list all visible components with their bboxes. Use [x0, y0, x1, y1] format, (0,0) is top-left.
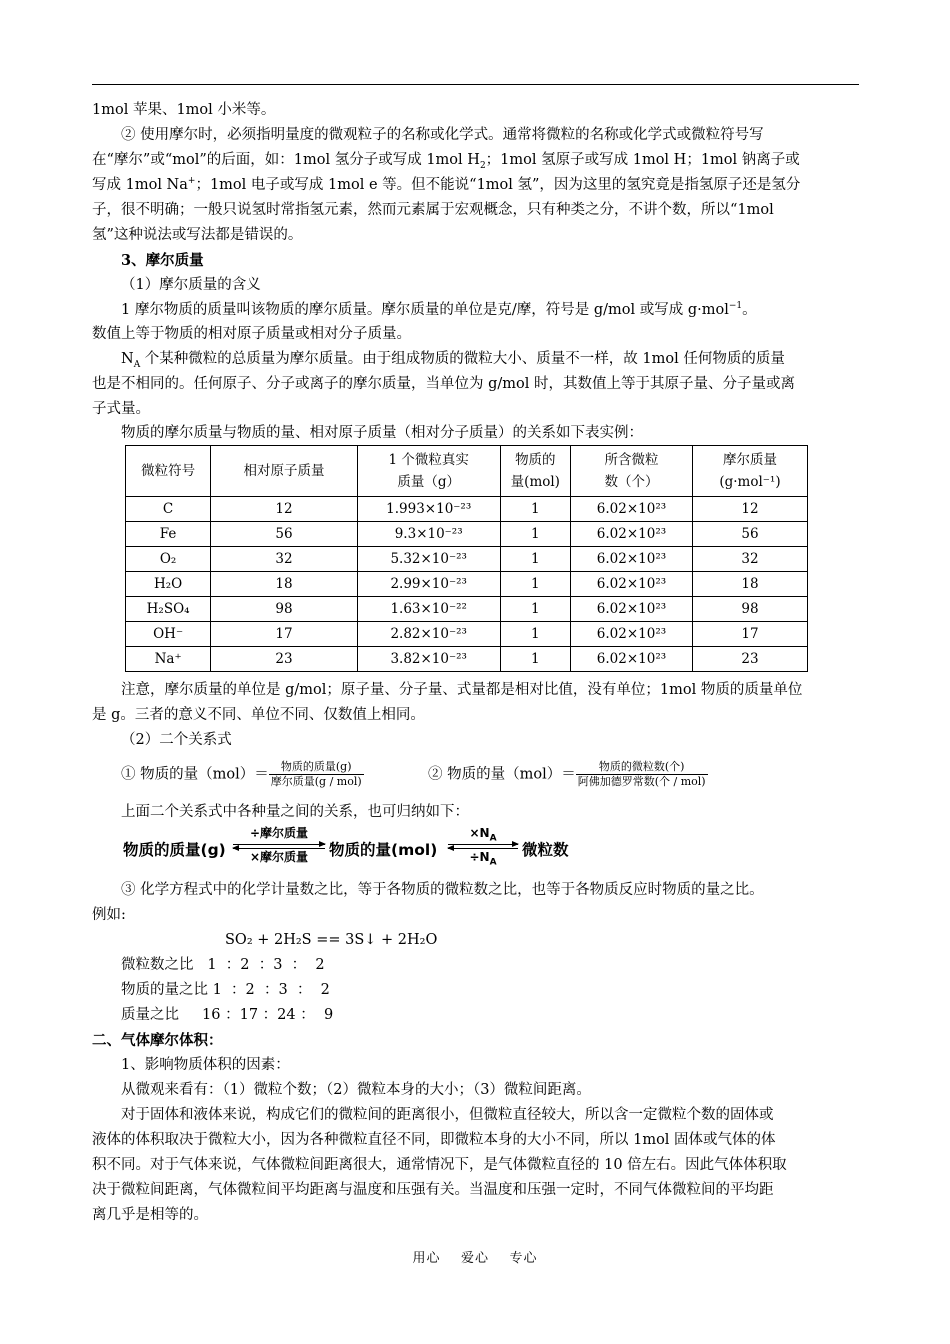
flow-mass: 物质的质量(g) [123, 841, 226, 859]
table-header-cell: 1 个微粒真实 质量（g） [357, 446, 500, 497]
table-cell: 6.02×10²³ [570, 572, 692, 597]
molar-mass-table [125, 445, 808, 672]
table-cell: H₂SO₄ [126, 597, 211, 622]
ratio-line: 质量之比 16 ：17 ：24 ： 9 [121, 1007, 334, 1023]
text-line: 写成 1mol Na+；1mol 电子或写成 1mol e 等。但不能说“1mol 氢”，因为这里的氢究竟是指氢原子还是氢分 [92, 176, 801, 193]
text-line: 对于固体和液体来说，构成它们的微粒间的距离很小，但微粒直径较大，所以含一定微粒个数的固体或 [121, 1107, 774, 1123]
text-line: 液体的体积取决于微粒大小，因为各种微粒直径不同，即微粒本身的大小不同，所以 1mol 固体或气体的体 [92, 1132, 776, 1148]
table-cell: 6.02×10²³ [570, 497, 692, 522]
table-cell: C [126, 497, 211, 522]
text-line: 1mol 苹果、1mol 小米等。 [92, 102, 276, 118]
table-header-cell: 所含微粒 数（个） [570, 446, 692, 497]
subsection-heading: （2）二个关系式 [121, 732, 232, 748]
table-cell: 23 [211, 647, 358, 672]
table-cell: 1 [500, 647, 570, 672]
table-cell: 1 [500, 547, 570, 572]
table-cell: 56 [211, 522, 358, 547]
text-line: ③ 化学方程式中的化学计量数之比，等于各物质的微粒数之比，也等于各物质反应时物质的量之比。 [121, 882, 764, 898]
text-line: 子式量。 [92, 401, 150, 417]
table-cell: 56 [692, 522, 807, 547]
table-row [126, 497, 808, 522]
table-cell: 1 [500, 522, 570, 547]
table-cell: O₂ [126, 547, 211, 572]
flow-arrow-2: $\times N_A$ $\div N_A$ [448, 826, 518, 866]
table-cell: 18 [692, 572, 807, 597]
text-line: 物质的摩尔质量与物质的量、相对原子质量（相对分子质量）的关系如下表实例： [121, 425, 643, 441]
table-cell: 12 [211, 497, 358, 522]
table-cell: OH⁻ [126, 622, 211, 647]
table-cell: 98 [692, 597, 807, 622]
page-footer: 用心 爱心 专心 [412, 1251, 538, 1266]
table-cell: 6.02×10²³ [570, 547, 692, 572]
table-cell: 6.02×10²³ [570, 647, 692, 672]
table-cell: 12 [692, 497, 807, 522]
table-cell: 1 [500, 622, 570, 647]
table-cell: 23 [692, 647, 807, 672]
ratio-line: 微粒数之比 1 ：2 ：3 ： 2 [121, 957, 325, 973]
table-header-cell: 摩尔质量 (g·mol⁻¹) [692, 446, 807, 497]
text-line: 离几乎是相等的。 [92, 1207, 208, 1223]
flow-particles: 微粒数 [522, 841, 569, 859]
table-row [126, 572, 808, 597]
table-cell: 17 [692, 622, 807, 647]
formula-2: ② 物质的量（mol）＝ $\frac{\text{物质的微粒数(个)}}{\text{阿佛加德罗常数(个 / mol)}}$ [428, 760, 706, 788]
table-row [126, 597, 808, 622]
table-row [126, 647, 808, 672]
table-cell: 1 [500, 597, 570, 622]
table-cell: 2.82×10⁻²³ [357, 622, 500, 647]
ratio-line: 物质的量之比 1 ：2 ：3 ： 2 [121, 982, 330, 998]
flow-arrow-1: ÷摩尔质量 ×摩尔质量 [233, 826, 325, 866]
table-cell: 1.63×10⁻²² [357, 597, 500, 622]
table-header-cell: 物质的 量(mol) [500, 446, 570, 497]
text-line: 决于微粒间距离，气体微粒间平均距离与温度和压强有关。当温度和压强一定时，不同气体微粒间的平均距 [92, 1182, 774, 1198]
text-line: 积不同。对于气体来说，气体微粒间距离很大，通常情况下，是气体微粒直径的 10 倍左右。因此气体体积取 [92, 1157, 787, 1173]
header-rule [92, 84, 859, 85]
table-cell: H₂O [126, 572, 211, 597]
table-cell: 6.02×10²³ [570, 522, 692, 547]
text-line: 在“摩尔”或“mol”的后面，如：1mol 氢分子或写成 1mol $H_2$；1mol 氢原子或写成 1mol H；1mol 钠离子或 [92, 152, 800, 171]
table-cell: 2.99×10⁻²³ [357, 572, 500, 597]
table-cell: 1.993×10⁻²³ [357, 497, 500, 522]
text-line: 也是不相同的。任何原子、分子或离子的摩尔质量，当单位为 g/mol 时，其数值上等于其原子量、分子量或离 [92, 376, 795, 392]
text-line: 上面二个关系式中各种量之间的关系，也可归纳如下： [121, 804, 469, 820]
table-header-row [126, 446, 808, 497]
text-line: 1、影响物质体积的因素： [121, 1057, 290, 1073]
section-heading: 二、气体摩尔体积： [92, 1032, 223, 1049]
table-cell: 5.32×10⁻²³ [357, 547, 500, 572]
table-cell: 32 [692, 547, 807, 572]
table-cell: 6.02×10²³ [570, 597, 692, 622]
text-line: 子，很不明确；一般只说氢时常指氢元素，然而元素属于宏观概念，只有种类之分，不讲个数，所以“1mol [92, 202, 774, 218]
table-cell: 1 [500, 572, 570, 597]
text-line: 从微观来看有：（1）微粒个数；（2）微粒本身的大小；（3）微粒间距离。 [121, 1082, 591, 1098]
formula-1: ① 物质的量（mol）＝ $\frac{\text{物质的质量(g)}}{\text{摩尔质量(g / mol)}}$ [121, 760, 362, 788]
chemical-equation: SO₂ + 2H₂S == 3S↓ + 2H₂O [225, 932, 438, 948]
section-heading: 3、摩尔质量 [121, 252, 204, 269]
text-line: 氢”这种说法或写法都是错误的。 [92, 227, 303, 243]
table-row [126, 622, 808, 647]
table-cell: 9.3×10⁻²³ [357, 522, 500, 547]
table-cell: 6.02×10²³ [570, 622, 692, 647]
table-cell: Fe [126, 522, 211, 547]
table-row [126, 522, 808, 547]
table-header-cell: 微粒符号 [126, 446, 211, 497]
text-line: 注意，摩尔质量的单位是 g/mol；原子量、分子量、式量都是相对比值，没有单位；1mol 物质的质量单位 [121, 682, 803, 698]
text-line: 例如: [92, 907, 126, 923]
text-line: 1 摩尔物质的质量叫该物质的摩尔质量。摩尔质量的单位是克/摩，符号是 g/mol 或写成 g·mol$^{-1}$。 [121, 301, 757, 318]
table-cell: 1 [500, 497, 570, 522]
table-cell: Na⁺ [126, 647, 211, 672]
table-cell: 98 [211, 597, 358, 622]
text-line: 是 g。三者的意义不同、单位不同、仅数值上相同。 [92, 707, 425, 723]
subsection-heading: （1）摩尔质量的含义 [121, 277, 261, 293]
table-cell: 3.82×10⁻²³ [357, 647, 500, 672]
table-cell: 17 [211, 622, 358, 647]
flow-moles: 物质的量(mol) [329, 841, 438, 859]
text-line: 数值上等于物质的相对原子质量或相对分子质量。 [92, 326, 411, 342]
table-row [126, 547, 808, 572]
table-header-cell: 相对原子质量 [211, 446, 358, 497]
text-line: ② 使用摩尔时，必须指明量度的微观粒子的名称或化学式。通常将微粒的名称或化学式或微粒符号写 [121, 127, 764, 143]
table-cell: 18 [211, 572, 358, 597]
table-cell: 32 [211, 547, 358, 572]
text-line: $N_A$ 个某种微粒的总质量为摩尔质量。由于组成物质的微粒大小、质量不一样，故 1mol 任何物质的质量 [121, 351, 785, 370]
